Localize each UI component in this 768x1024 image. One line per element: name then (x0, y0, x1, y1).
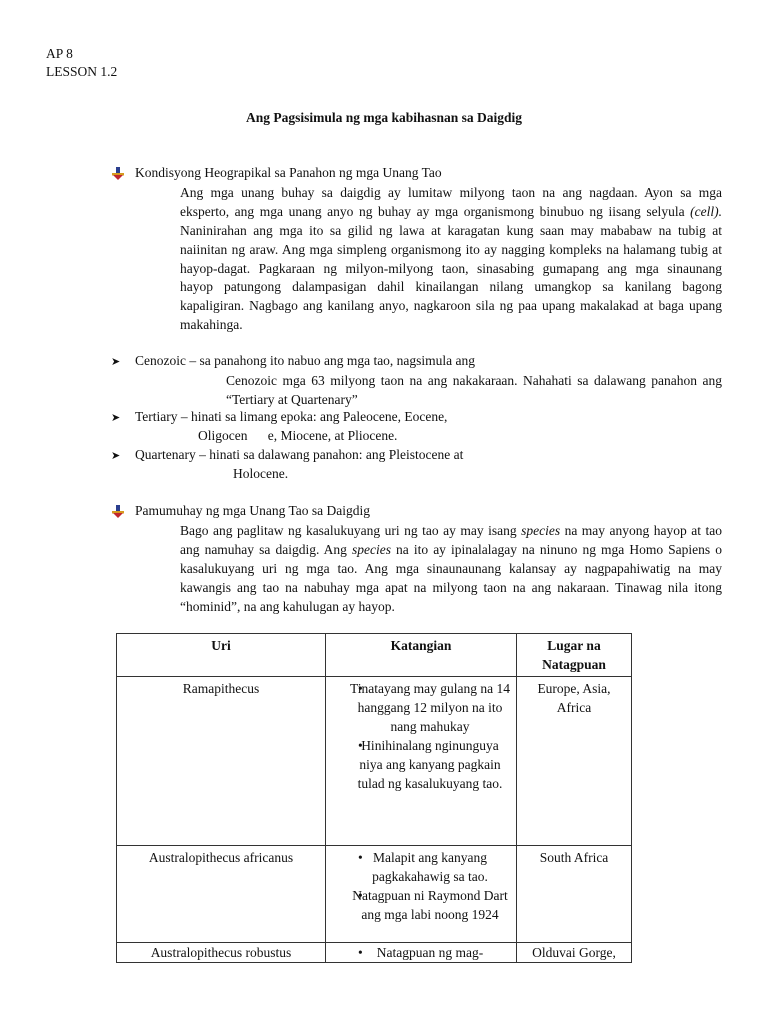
era-quartenary-line2: Holocene. (233, 466, 289, 481)
table-cell-lugar: South Africa (517, 846, 632, 943)
table-cell-uri: Australopithecus robustus (117, 943, 326, 963)
list-item: • Malapit ang kanyang pagkakahawig sa tao. (330, 848, 512, 886)
table-row (117, 846, 632, 943)
era-tertiary-line2: Oligocen e, Miocene, at Pliocene. (198, 428, 398, 443)
column-header-katangian: Katangian (326, 634, 517, 677)
paragraph-line-text: eksperto, ang mga unang anyo ng buhay ay mga organismong binubuo ng iisang selyula (cell). (180, 203, 722, 219)
paragraph-line: kawangis ang tao na nabuhay mga apat na milyong taon na ang nakaraan. Tinawag nila itong (180, 579, 722, 595)
table-cell-katangian (326, 943, 517, 963)
era-cenozoic-detail (226, 372, 722, 410)
section-heading-pamumuhay: Pamumuhay ng mga Unang Tao sa Daigdig (135, 503, 371, 518)
paragraph-line: Bago ang paglitaw ng kasalukuyang uri ng tao ay may isang species na may anyong hayop at tao (180, 523, 722, 538)
table-row (117, 943, 632, 963)
subject-label: AP 8 (46, 46, 73, 61)
table-cell-katangian (326, 846, 517, 943)
list-item: • Natagpuan ng mag- (330, 945, 512, 960)
paragraph-line: hayop patungong dalampasigan dahil kinailangan nilang umangkop sa kanilang bagong (180, 279, 722, 295)
column-header-uri: Uri (117, 634, 326, 677)
table-cell-lugar: Olduvai Gorge, (517, 943, 632, 963)
era-cenozoic-line1: Cenozoic – sa panahong ito nabuo ang mga tao, nagsimula ang (135, 353, 476, 368)
list-item: • Natagpuan ni Raymond Dart ang mga labi noong 1924 (330, 886, 512, 924)
list-item: • Tinatayang may gulang na 14 hanggang 12 milyon na ito nang mahukay (330, 679, 512, 736)
paragraph-line: Cenozoic mga 63 milyong taon na ang nakakaraan. Nahahati sa dalawang panahon ang (226, 373, 722, 388)
paragraph-line: Naninirahan ang mga ito sa gilid ng lawa at karagatan kung saan may mababaw na tubig at (180, 222, 722, 238)
paragraph-line: hayop-dagat. Pagkaraan ng milyon-milyong taon, sinasabing gumapang ang mga sinaunang (180, 260, 722, 276)
table-cell-katangian (326, 677, 517, 846)
paragraph-line: kapaligiran. Nagbago ang kanilang anyo, nagkaroon sila ng paa upang makalakad at baga upang (180, 298, 722, 314)
list-item: • Hinihinalang nginunguya niya ang kanyang pagkain tulad ng kasalukuyang tao. (330, 736, 512, 793)
page-title: Ang Pagsisimula ng mga kabihasnan sa Daigdig (245, 110, 523, 125)
arrowhead-bullet-icon: ➤ (111, 355, 121, 368)
era-quartenary-line1: Quartenary – hinati sa dalawang panahon: ang Pleistocene at (135, 447, 464, 462)
column-header-lugar: Lugar na Natagpuan (517, 634, 632, 677)
paragraph-kondisyon (180, 184, 722, 335)
paragraph-line (180, 203, 722, 222)
paragraph-line: “hominid”, na ang kahulugan ay hayop. (180, 598, 395, 614)
table-cell-uri: Ramapithecus (117, 677, 326, 846)
paragraph-line: Ang mga unang buhay sa daigdig ay lumitaw milyong taon na ang nagdaan. Ayon sa mga (180, 185, 722, 200)
paragraph-line: makahinga. (180, 317, 243, 333)
paragraph-line: kasalukuyang uri ng mga tao. Ang mga sinaunaunang kalansay ay nagpapahiwatig na may (180, 560, 722, 576)
arrowhead-bullet-icon: ➤ (111, 411, 121, 424)
paragraph-line: naiinitan ng araw. Ang mga simpleng organismong ito ay nagging kompleks na halamang tubig at (180, 241, 722, 257)
paragraph-line: ang namuhay sa daigdig. Ang species na ito ay ipinalalagay na ninuno ng mga Homo Sapiens o (180, 541, 722, 557)
table-header-row (117, 634, 632, 677)
paragraph-line: “Tertiary at Quartenary” (226, 391, 358, 407)
down-arrow-bullet-icon (111, 167, 125, 181)
section-heading-kondisyon: Kondisyong Heograpikal sa Panahon ng mga Unang Tao (135, 165, 442, 180)
lesson-label: LESSON 1.2 (46, 64, 118, 79)
paragraph-pamumuhay (180, 522, 722, 616)
era-tertiary-line1: Tertiary – hinati sa limang epoka: ang Paleocene, Eocene, (135, 409, 448, 424)
hominid-table (116, 633, 632, 963)
arrowhead-bullet-icon: ➤ (111, 449, 121, 462)
down-arrow-bullet-icon (111, 505, 125, 519)
table-cell-lugar: Europe, Asia, Africa (517, 677, 632, 846)
table-row (117, 677, 632, 846)
table-cell-uri: Australopithecus africanus (117, 846, 326, 943)
